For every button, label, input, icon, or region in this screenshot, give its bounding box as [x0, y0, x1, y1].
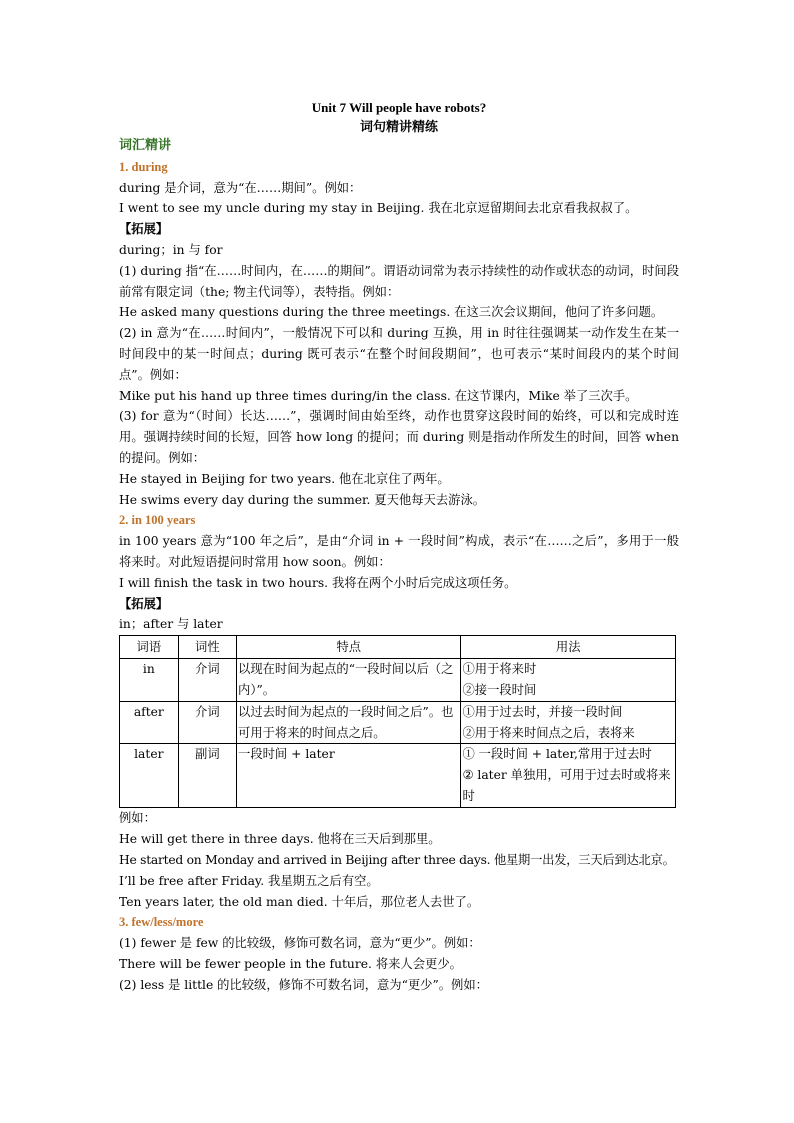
example-line: Ten years later, the old man died. 十年后，那位老人去世了。	[119, 894, 480, 909]
example-line: He asked many questions during the three meetings. 在这三次会议期间，他问了许多问题。	[119, 305, 664, 320]
comparison-table	[119, 635, 676, 808]
example-line: He stayed in Beijing for two years. 他在北京住了两年。	[119, 471, 450, 486]
table-cell-usage: ①用于过去时，并接一段时间 ②用于将来时间点之后，表将来	[461, 701, 676, 744]
doc-subtitle: 词句精讲精练	[359, 119, 438, 134]
example-line: There will be fewer people in the future. 将来人会更少。	[119, 956, 462, 971]
section-heading: 词汇精讲	[119, 138, 172, 153]
item-heading-in-100-years: 2. in 100 years	[119, 513, 196, 528]
extension-label: 【拓展】	[119, 221, 169, 237]
table-cell-feature: 以过去时间为起点的一段时间之后”。也可用于将来的时间点之后。	[237, 701, 461, 744]
table-cell-pos: 副词	[178, 744, 236, 808]
text-line: 例如：	[119, 811, 156, 826]
text-line: (1) fewer 是 few 的比较级，修饰可数名词，意为“更少”。例如：	[119, 936, 481, 951]
example-line: He swims every day during the summer. 夏天他每天去游泳。	[119, 492, 486, 507]
table-header-cell: 特点	[237, 636, 461, 659]
table-cell-pos: 介词	[178, 701, 236, 744]
table-row	[120, 701, 676, 744]
example-line: He started on Monday and arrived in Beijing after three days. 他星期一出发，三天后到达北京。	[119, 852, 675, 867]
table-row	[120, 744, 676, 808]
text-paragraph: in 100 years 意为“100 年之后”，是由“介词 in + 一段时间”构成，表示“在……之后”，多用于一般将来时。对此短语提问时常用 how soon。例如：	[119, 534, 679, 569]
table-cell-word: later	[120, 744, 179, 808]
table-row	[120, 659, 676, 702]
text-line: during 是介词，意为“在……期间”。例如：	[119, 180, 362, 195]
text-paragraph: (2) in 意为“在……时间内”，一般情况下可以和 during 互换，用 in 时往往强调某一动作发生在某一时间段中的某一时间点；during 既可表示“在整个时间段期间”，也可表示“某时间段内的某个时间点”。例如：	[119, 326, 679, 382]
table-cell-feature: 一段时间 + later	[237, 744, 461, 808]
table-header-cell: 词语	[120, 636, 179, 659]
text-line: (2) less 是 little 的比较级，修饰不可数名词，意为“更少”。例如：	[119, 977, 488, 992]
example-line: I will finish the task in two hours. 我将在两个小时后完成这项任务。	[119, 575, 517, 590]
text-paragraph: (3) for 意为“（时间）长达……”，强调时间由始至终，动作也贯穿这段时间的始终，可以和完成时连用。强调持续时间的长短，回答 how long 的提问；而 during 则是指动作所发生的时间，回答 when 的提问。例如：	[119, 409, 679, 465]
table-cell-usage: ①用于将来时 ②接一段时间	[461, 659, 676, 702]
item-heading-few-less-more: 3. few/less/more	[119, 915, 204, 930]
item-heading-during: 1. during	[119, 159, 168, 174]
example-line: I went to see my uncle during my stay in Beijing. 我在北京逗留期间去北京看我叔叔了。	[119, 201, 638, 216]
text-line: during；in 与 for	[119, 242, 223, 257]
table-cell-word: in	[120, 659, 179, 702]
table-header-row	[120, 636, 676, 659]
doc-title: Unit 7 Will people have robots?	[311, 100, 487, 115]
table-header-cell: 词性	[178, 636, 236, 659]
table-cell-pos: 介词	[178, 659, 236, 702]
example-line: I’ll be free after Friday. 我星期五之后有空。	[119, 873, 379, 888]
table-cell-word: after	[120, 701, 179, 744]
table-cell-feature: 以现在时间为起点的“一段时间以后（之内）”。	[237, 659, 461, 702]
text-line: in；after 与 later	[119, 617, 223, 632]
document-page	[119, 98, 679, 995]
table-cell-usage: ① 一段时间 + later,常用于过去时 ② later 单独用，可用于过去时或将来时	[461, 744, 676, 808]
extension-label: 【拓展】	[119, 595, 169, 611]
example-line: He will get there in three days. 他将在三天后到那里。	[119, 832, 441, 847]
example-line: Mike put his hand up three times during/in the class. 在这节课内，Mike 举了三次手。	[119, 388, 638, 403]
text-paragraph: (1) during 指“在……时间内，在……的期间”。谓语动词常为表示持续性的动作或状态的动词，时间段前常有限定词（the; 物主代词等），表特指。例如：	[119, 263, 679, 299]
table-header-cell: 用法	[461, 636, 676, 659]
